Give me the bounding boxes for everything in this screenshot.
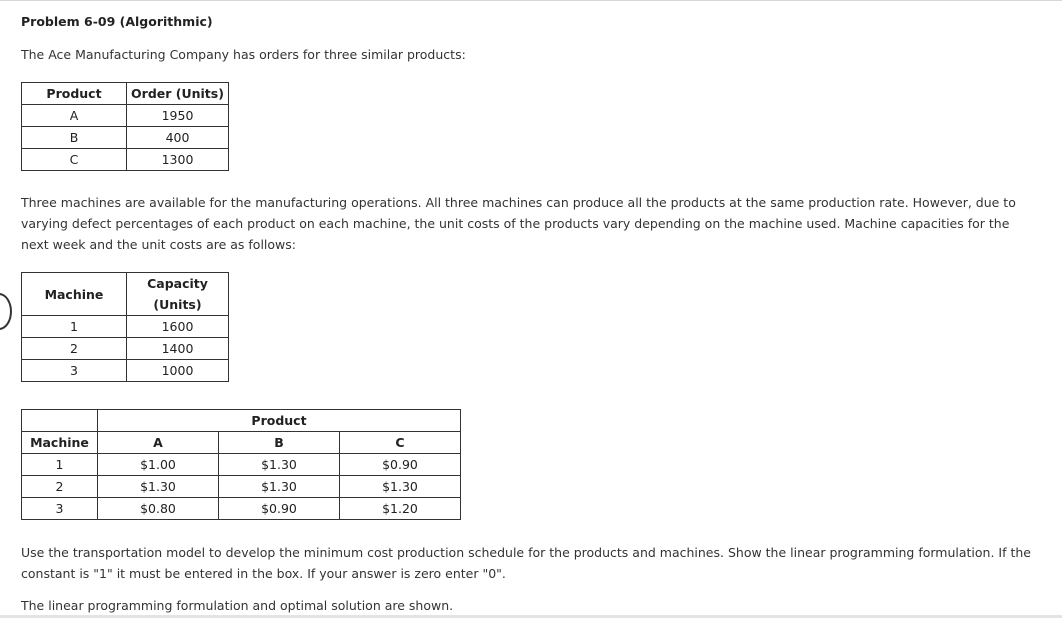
problem-title: Problem 6-09 (Algorithmic) — [21, 14, 213, 29]
capacity-cell: 1400 — [127, 338, 229, 360]
header-product-a: A — [98, 432, 219, 454]
table-row — [22, 149, 229, 171]
product-cell: A — [22, 105, 127, 127]
cost-cell: $1.30 — [98, 476, 219, 498]
product-cell: C — [22, 149, 127, 171]
header-product: Product — [22, 83, 127, 105]
solution-note: The linear programming formulation and optimal solution are shown. — [21, 598, 454, 613]
machine-cell: 1 — [22, 316, 127, 338]
header-capacity — [127, 273, 229, 316]
machine-cell: 2 — [22, 476, 98, 498]
header-machine: Machine — [22, 273, 127, 316]
table-row — [22, 338, 229, 360]
machine-cell: 3 — [22, 498, 98, 520]
cost-table — [21, 409, 461, 520]
table-row — [22, 454, 461, 476]
machines-paragraph: Three machines are available for the manufacturing operations. All three machines can produce all the products at the same production rate. However, due to varying defect percentages of each product on each machine, the unit costs of the products vary depending on the machine used. Machine capacities for the next week and the unit costs are as follows: — [21, 195, 1016, 252]
instructions-text: Use the transportation model to develop the minimum cost production schedule for the products and machines. Show the linear programming formulation. If the constant is "1" it must be entered in the box. If your answer is zero enter "0". — [21, 545, 1031, 581]
product-cell: B — [22, 127, 127, 149]
top-divider — [0, 0, 1062, 1]
header-product-c: C — [340, 432, 461, 454]
header-machine: Machine — [22, 432, 98, 454]
capacity-table — [21, 272, 229, 382]
header-order-units: Order (Units) — [127, 83, 229, 105]
machine-cell: 1 — [22, 454, 98, 476]
table-header-row — [22, 273, 229, 316]
cost-cell: $0.80 — [98, 498, 219, 520]
order-cell: 1300 — [127, 149, 229, 171]
header-product-b: B — [219, 432, 340, 454]
cost-cell: $1.30 — [219, 454, 340, 476]
table-row — [22, 476, 461, 498]
circle-marker-icon — [0, 293, 12, 330]
machine-cell: 3 — [22, 360, 127, 382]
header-product-group: Product — [98, 410, 461, 432]
orders-table — [21, 82, 229, 171]
cost-cell: $1.30 — [219, 476, 340, 498]
table-group-header-row — [22, 410, 461, 432]
order-cell: 1950 — [127, 105, 229, 127]
cost-cell: $1.30 — [340, 476, 461, 498]
table-row — [22, 498, 461, 520]
table-row — [22, 105, 229, 127]
machine-cell: 2 — [22, 338, 127, 360]
table-row — [22, 360, 229, 382]
intro-text: The Ace Manufacturing Company has orders for three similar products: — [21, 47, 466, 62]
cost-cell: $0.90 — [219, 498, 340, 520]
header-capacity-line1: Capacity — [147, 276, 208, 291]
header-capacity-line2: (Units) — [153, 297, 202, 312]
table-row — [22, 316, 229, 338]
table-header-row — [22, 432, 461, 454]
cost-cell: $1.00 — [98, 454, 219, 476]
cost-cell: $1.20 — [340, 498, 461, 520]
capacity-cell: 1000 — [127, 360, 229, 382]
cost-cell: $0.90 — [340, 454, 461, 476]
order-cell: 400 — [127, 127, 229, 149]
empty-corner-cell — [22, 410, 98, 432]
table-row — [22, 127, 229, 149]
table-header-row — [22, 83, 229, 105]
capacity-cell: 1600 — [127, 316, 229, 338]
